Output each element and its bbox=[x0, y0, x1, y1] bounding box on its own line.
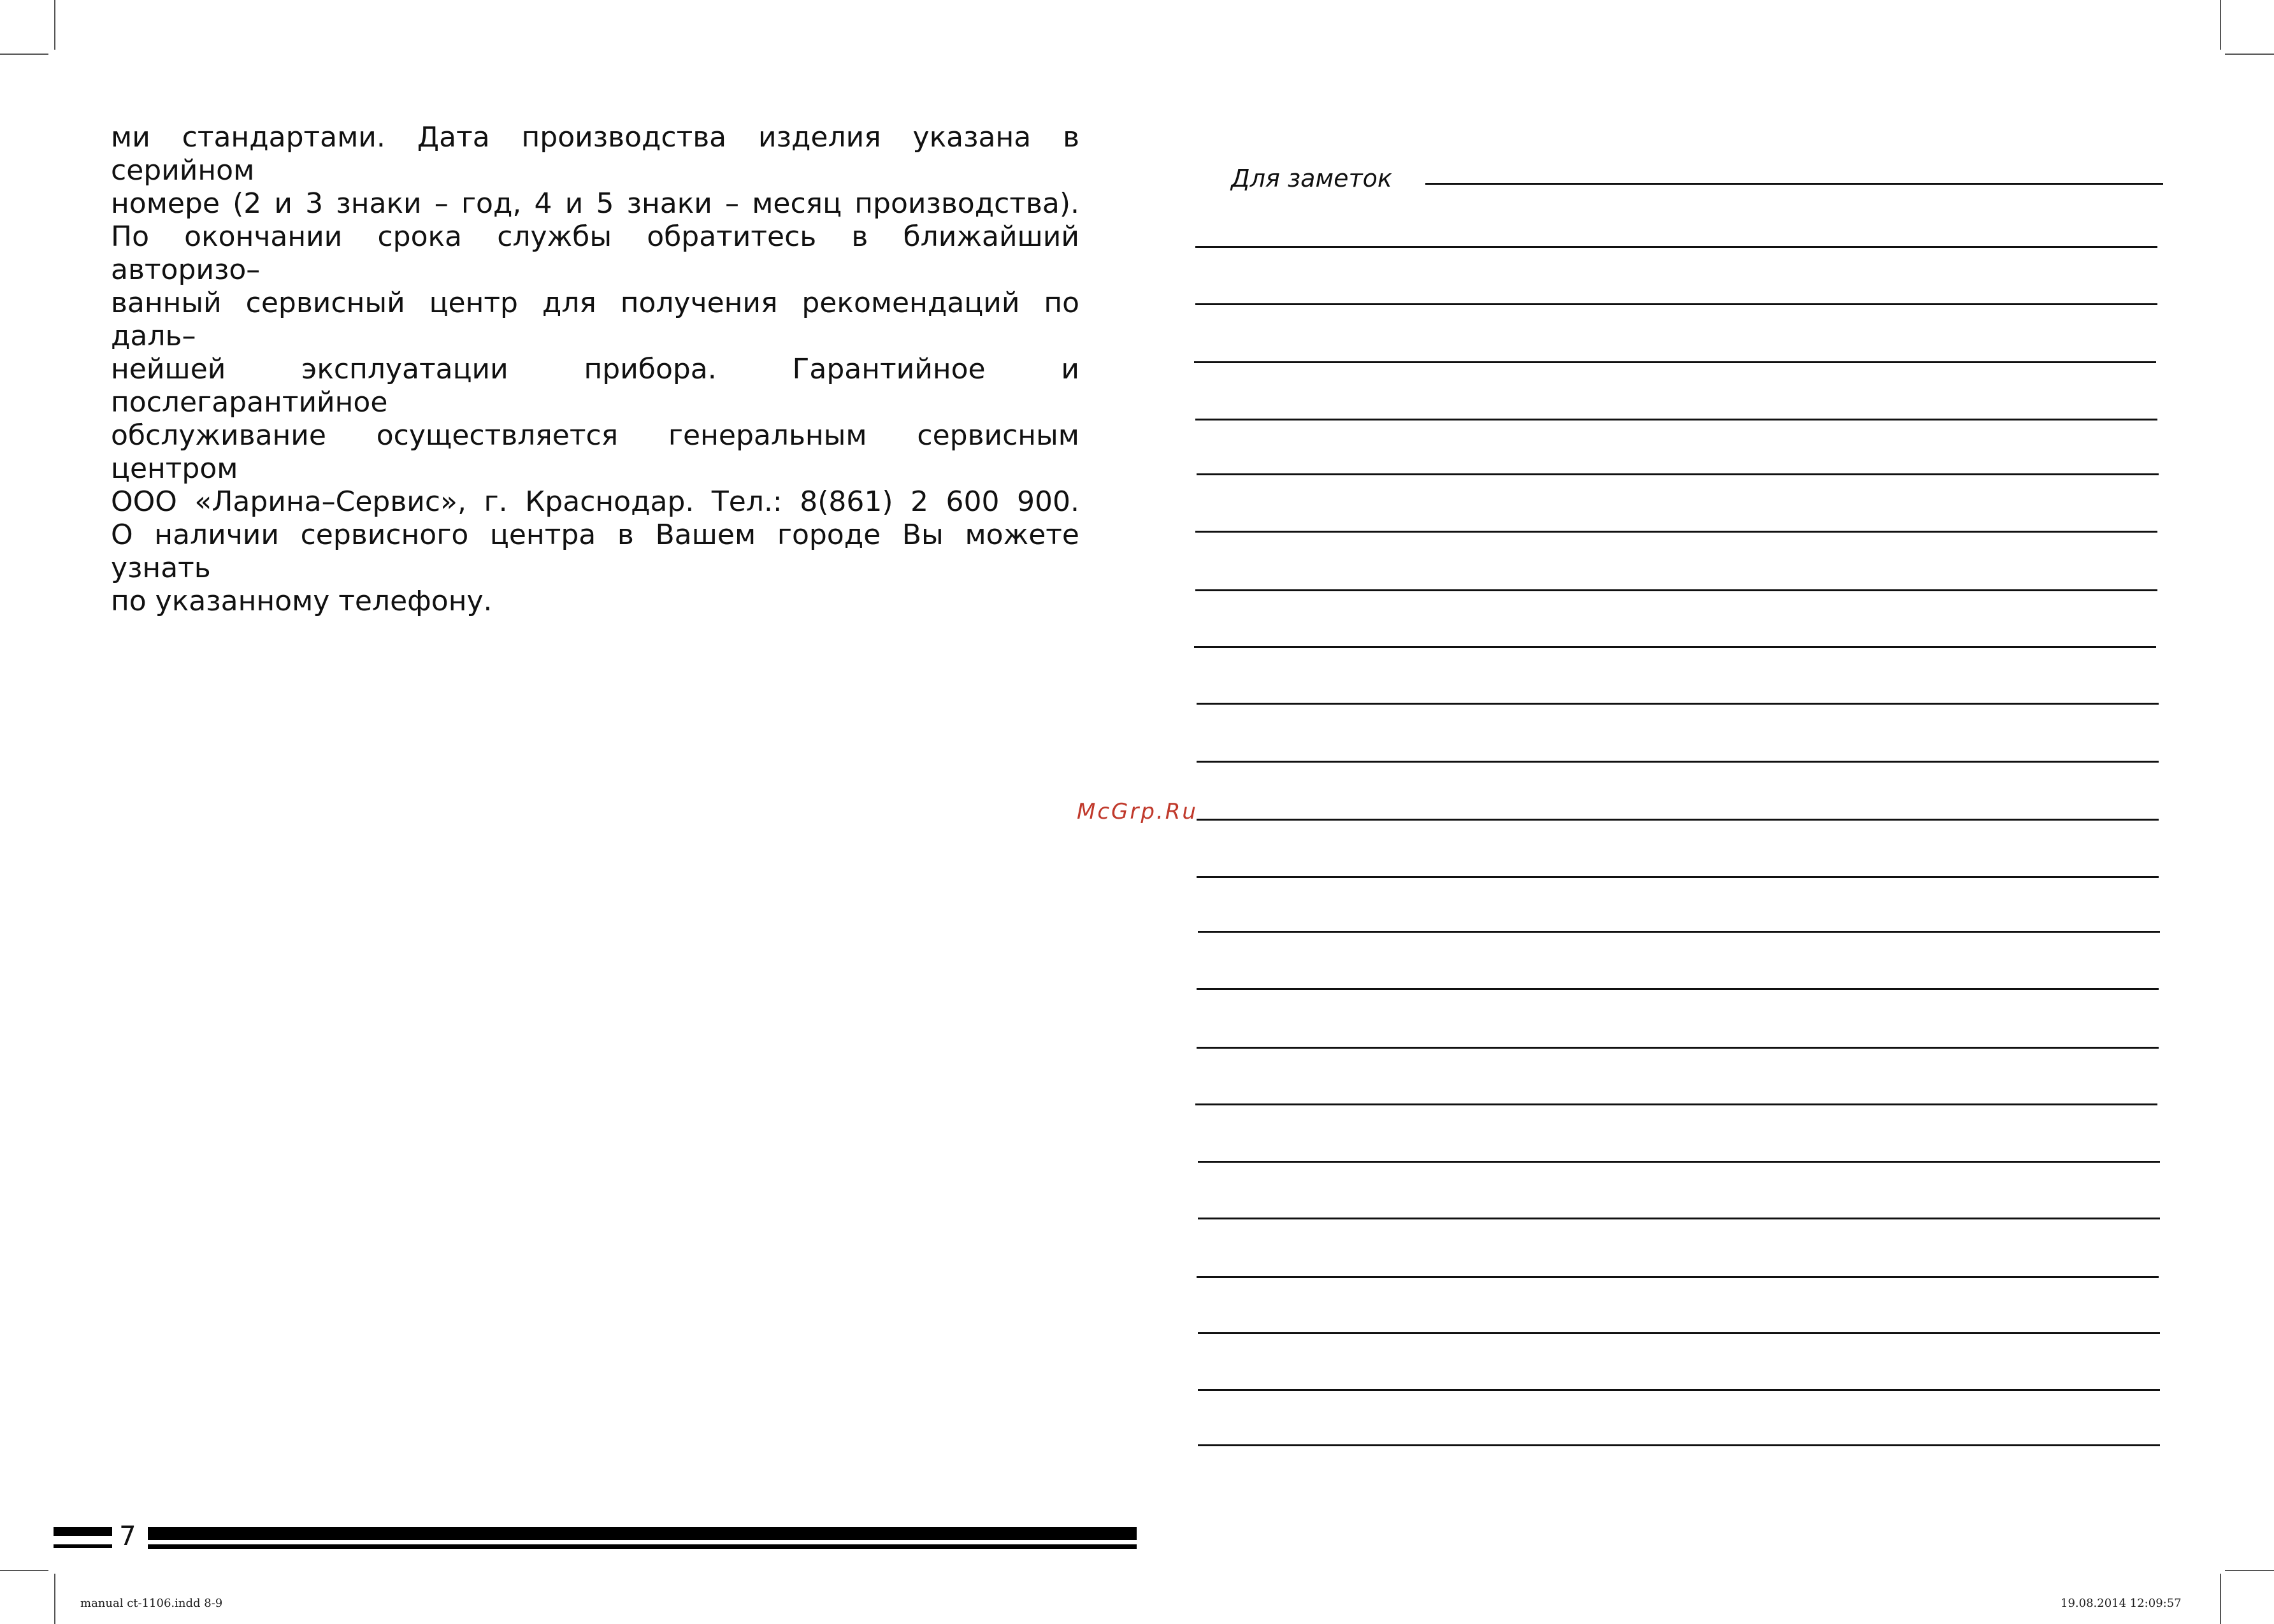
note-line bbox=[1198, 1389, 2160, 1391]
body-line: номере (2 и 3 знаки – год, 4 и 5 знаки – месяц производства). bbox=[111, 187, 1079, 220]
body-line: нейшей эксплуатации прибора. Гарантийное и послегарантийное bbox=[111, 353, 1079, 419]
crop-mark bbox=[2220, 0, 2221, 50]
note-line bbox=[1195, 419, 2157, 420]
note-line bbox=[1194, 361, 2156, 363]
note-line bbox=[1194, 646, 2156, 648]
note-line bbox=[1198, 1161, 2160, 1163]
crop-mark bbox=[0, 1570, 48, 1571]
body-line: обслуживание осуществляется генеральным сервисным центром bbox=[111, 419, 1079, 485]
crop-mark bbox=[2220, 1574, 2221, 1624]
crop-mark bbox=[54, 0, 55, 50]
note-line bbox=[1198, 931, 2160, 933]
body-line: по указанному телефону. bbox=[111, 585, 493, 617]
note-line bbox=[1195, 1103, 2157, 1105]
note-line bbox=[1197, 1047, 2159, 1049]
note-line bbox=[1197, 876, 2159, 878]
note-line bbox=[1197, 761, 2159, 763]
footer-bar-left-thin bbox=[54, 1544, 112, 1548]
page-number: 7 bbox=[119, 1520, 136, 1551]
slug-date-time: 19.08.2014 12:09:57 bbox=[2061, 1597, 2182, 1610]
note-line bbox=[1195, 303, 2157, 305]
crop-mark bbox=[2225, 54, 2274, 55]
notes-label: Для заметок bbox=[1231, 164, 1392, 192]
note-line bbox=[1195, 246, 2157, 248]
crop-mark bbox=[2225, 1570, 2274, 1571]
note-line bbox=[1197, 819, 2159, 821]
body-line: По окончании срока службы обратитесь в ближайший авторизо– bbox=[111, 220, 1079, 286]
watermark: McGrp.Ru bbox=[1077, 799, 1198, 824]
body-line: ООО «Ларина–Сервис», г. Краснодар. Тел.: 8(861) 2 600 900. bbox=[111, 485, 1079, 518]
note-line bbox=[1198, 1218, 2160, 1219]
footer-bar-thin bbox=[148, 1544, 1137, 1549]
body-line: О наличии сервисного центра в Вашем городе Вы можете узнать bbox=[111, 519, 1079, 584]
note-line bbox=[1197, 703, 2159, 705]
note-line bbox=[1197, 988, 2159, 990]
footer-bar-left-thick bbox=[54, 1527, 112, 1536]
body-line: ванный сервисный центр для получения рекомендаций по даль– bbox=[111, 287, 1079, 352]
note-line bbox=[1425, 183, 2163, 185]
crop-mark bbox=[54, 1574, 55, 1624]
body-paragraph bbox=[111, 121, 1079, 618]
note-line bbox=[1195, 531, 2157, 533]
body-line: ми стандартами. Дата производства изделия указана в серийном bbox=[111, 121, 1079, 187]
slug-file-info: manual ct-1106.indd 8-9 bbox=[80, 1597, 223, 1610]
note-line bbox=[1198, 1332, 2160, 1334]
crop-mark bbox=[0, 54, 48, 55]
note-line bbox=[1195, 589, 2157, 591]
footer-bar-thick bbox=[148, 1527, 1137, 1540]
note-line bbox=[1197, 473, 2159, 475]
note-line bbox=[1197, 1276, 2159, 1278]
note-line bbox=[1198, 1444, 2160, 1446]
